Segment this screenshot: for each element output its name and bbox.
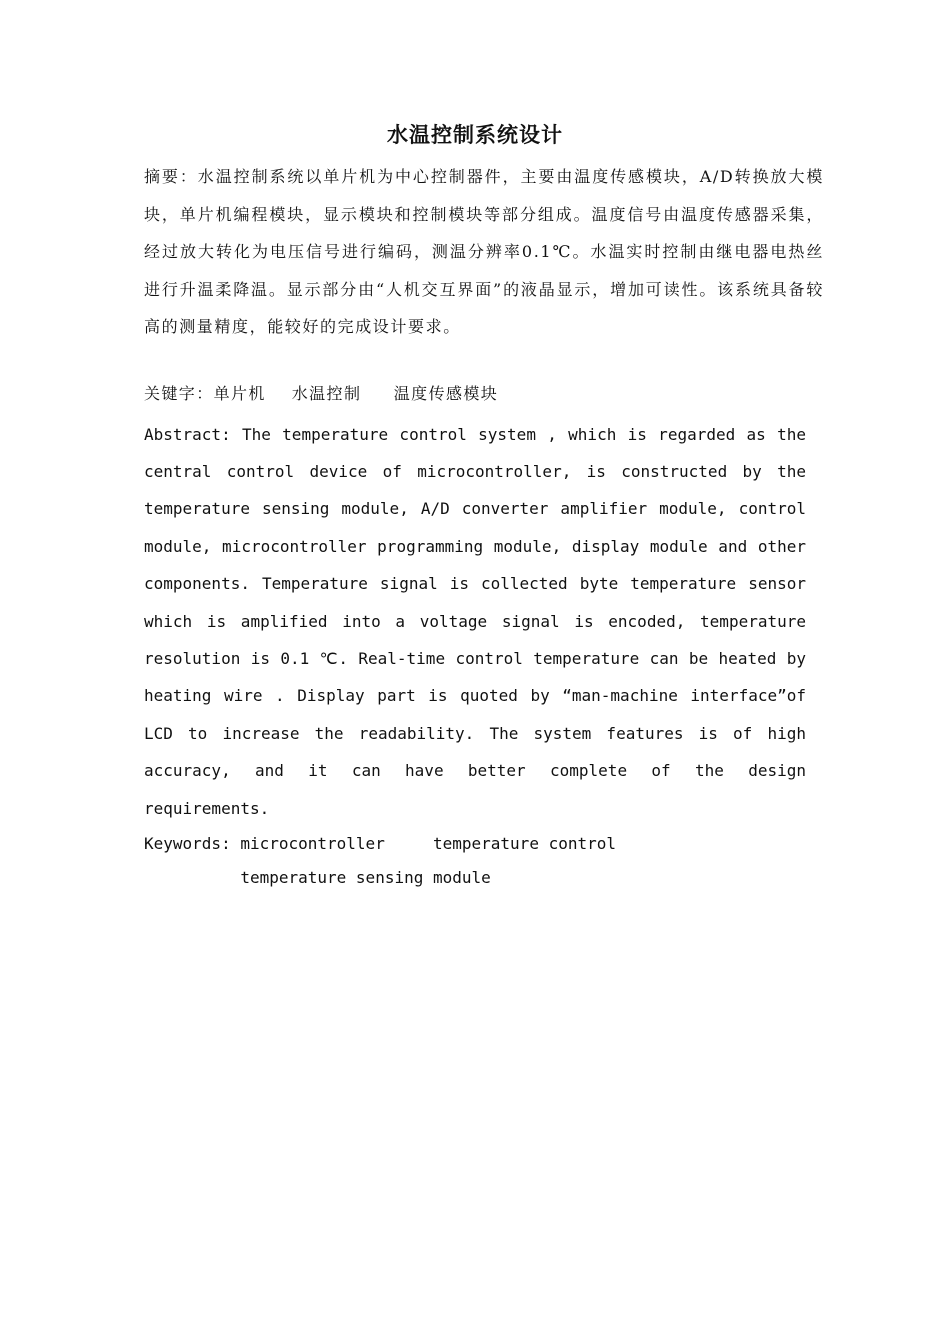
document-title: 水温控制系统设计: [387, 122, 563, 147]
abstract-chinese: 摘要：水温控制系统以单片机为中心控制器件，主要由温度传感模块，A/D转换放大模块，单片机编程模块，显示模块和控制模块等部分组成。温度信号由温度传感器采集，经过放大转化为电压信号进行编码，测温分辨率0.1℃。水温实时控制由继电器电热丝进行升温柔降温。显示部分由“人机交互界面”的液晶显示，增加可读性。该系统具备较高的测量精度，能较好的完成设计要求。: [144, 167, 824, 336]
keywords-english-line-2: temperature sensing module: [144, 867, 491, 887]
keywords-chinese: 关键字：单片机 水温控制 温度传感模块: [144, 383, 499, 403]
abstract-english: Abstract: The temperature control system , which is regarded as the central control device of microcontroller, is constructed by the temperature sensing module, A/D converter amplifier module, control module, microcontroller programming module, display module and other components. Temperature signal is collected byte temperature sensor which is amplified into a voltage signal is encoded, temperature resolution is 0.1 ℃. Real-time control temperature can be heated by heating wire . Display part is quoted by “man-machine interface”of LCD to increase the readability. The system features is of high accuracy, and it can have better complete of the design requirements.: [144, 424, 806, 818]
document-page: [144, 120, 824, 895]
keywords-english-line-1: Keywords: microcontroller temperature control: [144, 833, 617, 853]
